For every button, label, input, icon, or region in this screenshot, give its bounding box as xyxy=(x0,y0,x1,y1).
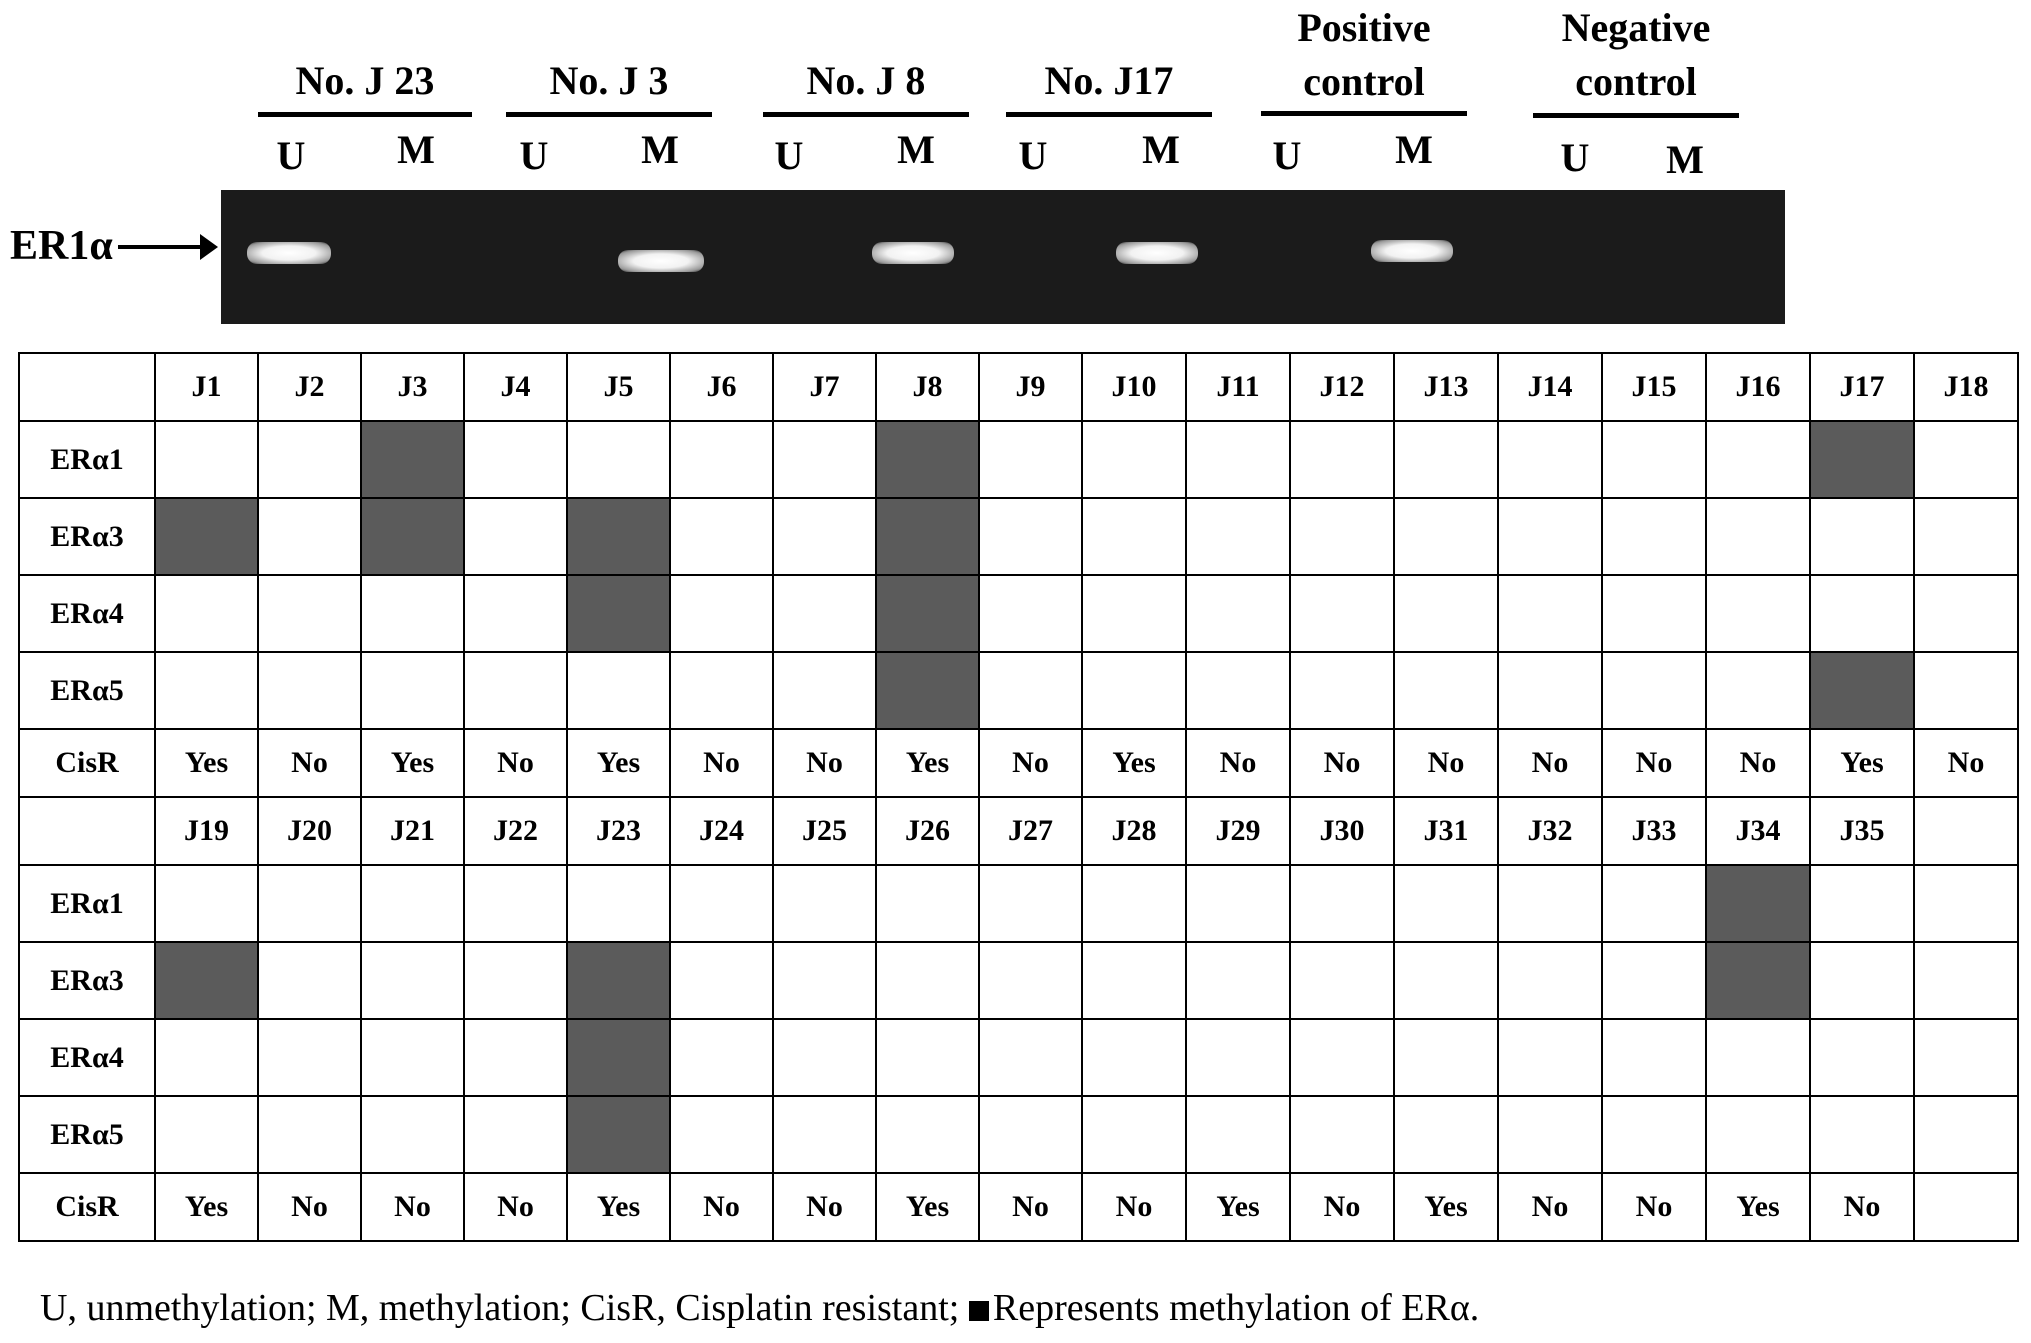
unmethylated-cell xyxy=(1706,652,1810,729)
unmethylated-cell xyxy=(464,575,567,652)
unmethylated-cell xyxy=(876,1096,979,1173)
cisr-value: No xyxy=(258,1173,361,1241)
gel-group-label: Positive control xyxy=(1297,5,1431,104)
lane-label: M xyxy=(897,127,935,172)
cisr-value: Yes xyxy=(361,729,464,797)
unmethylated-cell xyxy=(1186,865,1290,942)
lane-label: M xyxy=(641,127,679,172)
unmethylated-cell xyxy=(1394,942,1498,1019)
cisr-value: Yes xyxy=(567,729,670,797)
gene-label: ERα3 xyxy=(19,942,155,1019)
methylation-table-wrap xyxy=(18,352,2019,1242)
sample-header-cell: J14 xyxy=(1498,353,1602,421)
sample-header-cell: J24 xyxy=(670,797,773,865)
gel-band xyxy=(1371,240,1453,262)
unmethylated-cell xyxy=(155,421,258,498)
unmethylated-cell xyxy=(258,1019,361,1096)
gel-band xyxy=(1116,242,1198,264)
cisr-value: Yes xyxy=(1706,1173,1810,1241)
cisr-value: No xyxy=(1082,1173,1186,1241)
cisr-value xyxy=(1914,1173,2018,1241)
unmethylated-cell xyxy=(464,865,567,942)
cisr-value: No xyxy=(1290,1173,1394,1241)
sample-header-cell: J27 xyxy=(979,797,1082,865)
unmethylated-cell xyxy=(876,865,979,942)
cisr-label: CisR xyxy=(19,1173,155,1241)
sample-header-cell: J13 xyxy=(1394,353,1498,421)
lane-label: M xyxy=(397,127,435,172)
sample-header-row xyxy=(19,797,2018,865)
cisr-value: No xyxy=(1602,729,1706,797)
lane-label: U xyxy=(519,133,549,178)
unmethylated-cell xyxy=(258,575,361,652)
gel-group-label: No. J 3 xyxy=(549,58,669,103)
cisr-value: No xyxy=(1498,1173,1602,1241)
lane-label: M xyxy=(1142,127,1180,172)
unmethylated-cell xyxy=(1602,421,1706,498)
unmethylated-cell xyxy=(979,865,1082,942)
gel-group-j17 xyxy=(1006,54,1212,108)
cisr-value: Yes xyxy=(1186,1173,1290,1241)
unmethylated-cell xyxy=(1914,1019,2018,1096)
unmethylated-cell xyxy=(1498,575,1602,652)
marker-label: ER1α xyxy=(10,223,113,269)
sample-header-row xyxy=(19,353,2018,421)
gel-group-label: Negative control xyxy=(1561,5,1711,104)
unmethylated-cell xyxy=(361,1096,464,1173)
gene-row xyxy=(19,421,2018,498)
gel-band xyxy=(618,250,704,272)
unmethylated-cell xyxy=(1186,498,1290,575)
unmethylated-cell xyxy=(773,1096,876,1173)
sample-header-cell: J35 xyxy=(1810,797,1914,865)
gene-label: ERα5 xyxy=(19,652,155,729)
sample-header-cell: J21 xyxy=(361,797,464,865)
gel-group-label: No. J17 xyxy=(1044,58,1174,103)
legend-square-icon xyxy=(969,1301,989,1321)
methylated-cell xyxy=(567,498,670,575)
unmethylated-cell xyxy=(464,421,567,498)
unmethylated-cell xyxy=(361,942,464,1019)
cisr-value: No xyxy=(1290,729,1394,797)
gene-row xyxy=(19,1019,2018,1096)
sample-header-cell: J4 xyxy=(464,353,567,421)
unmethylated-cell xyxy=(1810,865,1914,942)
cisr-value: No xyxy=(464,1173,567,1241)
gene-label: ERα4 xyxy=(19,575,155,652)
cisr-value: No xyxy=(1498,729,1602,797)
gene-label: ERα1 xyxy=(19,421,155,498)
unmethylated-cell xyxy=(1498,498,1602,575)
unmethylated-cell xyxy=(1082,498,1186,575)
unmethylated-cell xyxy=(155,652,258,729)
unmethylated-cell xyxy=(464,942,567,1019)
sample-header-cell: J7 xyxy=(773,353,876,421)
unmethylated-cell xyxy=(567,865,670,942)
cisr-value: No xyxy=(1810,1173,1914,1241)
unmethylated-cell xyxy=(1810,1019,1914,1096)
sample-header-cell: J28 xyxy=(1082,797,1186,865)
unmethylated-cell xyxy=(670,942,773,1019)
unmethylated-cell xyxy=(1498,1019,1602,1096)
gene-row xyxy=(19,865,2018,942)
sample-header-cell: J26 xyxy=(876,797,979,865)
unmethylated-cell xyxy=(1602,865,1706,942)
unmethylated-cell xyxy=(979,1019,1082,1096)
gel-image xyxy=(221,190,1785,324)
sample-header-cell: J15 xyxy=(1602,353,1706,421)
unmethylated-cell xyxy=(361,652,464,729)
sample-header-cell: J20 xyxy=(258,797,361,865)
unmethylated-cell xyxy=(1810,1096,1914,1173)
sample-header-cell: J30 xyxy=(1290,797,1394,865)
corner-cell xyxy=(19,353,155,421)
methylated-cell xyxy=(1706,865,1810,942)
cisr-value: Yes xyxy=(876,1173,979,1241)
unmethylated-cell xyxy=(1914,575,2018,652)
sample-header-cell: J1 xyxy=(155,353,258,421)
unmethylated-cell xyxy=(1290,421,1394,498)
unmethylated-cell xyxy=(670,498,773,575)
unmethylated-cell xyxy=(258,942,361,1019)
unmethylated-cell xyxy=(1914,1096,2018,1173)
unmethylated-cell xyxy=(670,865,773,942)
sample-header-cell: J5 xyxy=(567,353,670,421)
unmethylated-cell xyxy=(1498,421,1602,498)
unmethylated-cell xyxy=(1602,652,1706,729)
unmethylated-cell xyxy=(1602,575,1706,652)
unmethylated-cell xyxy=(1498,652,1602,729)
unmethylated-cell xyxy=(361,865,464,942)
cisr-value: No xyxy=(979,729,1082,797)
unmethylated-cell xyxy=(258,1096,361,1173)
unmethylated-cell xyxy=(258,865,361,942)
methylated-cell xyxy=(155,942,258,1019)
sample-header-cell: J17 xyxy=(1810,353,1914,421)
unmethylated-cell xyxy=(773,575,876,652)
cisr-value: No xyxy=(361,1173,464,1241)
unmethylated-cell xyxy=(1706,498,1810,575)
methylated-cell xyxy=(155,498,258,575)
cisr-value: No xyxy=(979,1173,1082,1241)
gene-label: ERα5 xyxy=(19,1096,155,1173)
unmethylated-cell xyxy=(1082,865,1186,942)
cisr-value: Yes xyxy=(876,729,979,797)
unmethylated-cell xyxy=(670,1019,773,1096)
gel-group-j3 xyxy=(506,54,712,108)
sample-header-cell: J11 xyxy=(1186,353,1290,421)
sample-header-cell: J29 xyxy=(1186,797,1290,865)
sample-header-cell: J3 xyxy=(361,353,464,421)
unmethylated-cell xyxy=(876,1019,979,1096)
unmethylated-cell xyxy=(670,421,773,498)
unmethylated-cell xyxy=(773,942,876,1019)
unmethylated-cell xyxy=(979,652,1082,729)
unmethylated-cell xyxy=(361,1019,464,1096)
unmethylated-cell xyxy=(258,652,361,729)
sample-header-cell: J19 xyxy=(155,797,258,865)
gel-group-label: No. J 8 xyxy=(806,58,926,103)
methylated-cell xyxy=(567,1096,670,1173)
unmethylated-cell xyxy=(1290,498,1394,575)
unmethylated-cell xyxy=(258,421,361,498)
unmethylated-cell xyxy=(1186,942,1290,1019)
gel-group-negative-control xyxy=(1533,1,1739,109)
gel-group-label: No. J 23 xyxy=(295,58,435,103)
unmethylated-cell xyxy=(1186,575,1290,652)
methylated-cell xyxy=(361,421,464,498)
cisr-value: No xyxy=(773,1173,876,1241)
cisr-value: No xyxy=(1394,729,1498,797)
unmethylated-cell xyxy=(567,652,670,729)
unmethylated-cell xyxy=(1394,1096,1498,1173)
gene-row xyxy=(19,498,2018,575)
gene-row xyxy=(19,1096,2018,1173)
unmethylated-cell xyxy=(361,575,464,652)
unmethylated-cell xyxy=(670,575,773,652)
cisr-value: Yes xyxy=(155,729,258,797)
unmethylated-cell xyxy=(1914,421,2018,498)
unmethylated-cell xyxy=(1914,652,2018,729)
unmethylated-cell xyxy=(1602,1019,1706,1096)
unmethylated-cell xyxy=(773,652,876,729)
unmethylated-cell xyxy=(1394,421,1498,498)
gel-group-positive-control xyxy=(1261,1,1467,109)
lane-label: U xyxy=(1560,135,1590,180)
unmethylated-cell xyxy=(1290,865,1394,942)
unmethylated-cell xyxy=(1394,1019,1498,1096)
sample-header-cell: J8 xyxy=(876,353,979,421)
unmethylated-cell xyxy=(155,575,258,652)
gel-band xyxy=(872,242,954,264)
unmethylated-cell xyxy=(1706,421,1810,498)
methylated-cell xyxy=(361,498,464,575)
unmethylated-cell xyxy=(1602,1096,1706,1173)
unmethylated-cell xyxy=(1082,1019,1186,1096)
sample-header-cell: J6 xyxy=(670,353,773,421)
unmethylated-cell xyxy=(1914,498,2018,575)
unmethylated-cell xyxy=(1082,421,1186,498)
unmethylated-cell xyxy=(464,498,567,575)
sample-header-cell: J31 xyxy=(1394,797,1498,865)
unmethylated-cell xyxy=(979,575,1082,652)
sample-header-cell: J2 xyxy=(258,353,361,421)
unmethylated-cell xyxy=(1186,1019,1290,1096)
unmethylated-cell xyxy=(1602,942,1706,1019)
sample-header-cell: J12 xyxy=(1290,353,1394,421)
unmethylated-cell xyxy=(1498,942,1602,1019)
methylated-cell xyxy=(1706,942,1810,1019)
cisr-value: Yes xyxy=(1082,729,1186,797)
unmethylated-cell xyxy=(773,421,876,498)
lane-label: M xyxy=(1395,127,1433,172)
cisr-value: No xyxy=(1186,729,1290,797)
unmethylated-cell xyxy=(1082,942,1186,1019)
footnote xyxy=(40,1286,1479,1330)
unmethylated-cell xyxy=(258,498,361,575)
gene-row xyxy=(19,575,2018,652)
lane-label: U xyxy=(1272,133,1302,178)
unmethylated-cell xyxy=(773,1019,876,1096)
sample-header-cell: J34 xyxy=(1706,797,1810,865)
unmethylated-cell xyxy=(1186,421,1290,498)
unmethylated-cell xyxy=(670,652,773,729)
unmethylated-cell xyxy=(876,942,979,1019)
gel-group-j8 xyxy=(763,54,969,108)
unmethylated-cell xyxy=(979,1096,1082,1173)
unmethylated-cell xyxy=(1706,1096,1810,1173)
unmethylated-cell xyxy=(1810,575,1914,652)
methylated-cell xyxy=(876,421,979,498)
unmethylated-cell xyxy=(155,865,258,942)
sample-header-cell: J10 xyxy=(1082,353,1186,421)
unmethylated-cell xyxy=(1290,942,1394,1019)
sample-header-cell: J23 xyxy=(567,797,670,865)
gene-label: ERα3 xyxy=(19,498,155,575)
unmethylated-cell xyxy=(1186,1096,1290,1173)
cisr-row xyxy=(19,729,2018,797)
sample-header-cell xyxy=(1914,797,2018,865)
unmethylated-cell xyxy=(1914,942,2018,1019)
unmethylated-cell xyxy=(1394,865,1498,942)
unmethylated-cell xyxy=(464,652,567,729)
cisr-label: CisR xyxy=(19,729,155,797)
unmethylated-cell xyxy=(1082,652,1186,729)
methylation-table xyxy=(18,352,2019,1242)
unmethylated-cell xyxy=(1394,498,1498,575)
methylated-cell xyxy=(1810,421,1914,498)
sample-header-cell: J32 xyxy=(1498,797,1602,865)
unmethylated-cell xyxy=(979,498,1082,575)
cisr-value: No xyxy=(1706,729,1810,797)
unmethylated-cell xyxy=(1810,498,1914,575)
lane-label: U xyxy=(774,133,804,178)
methylated-cell xyxy=(567,942,670,1019)
cisr-row xyxy=(19,1173,2018,1241)
cisr-value: Yes xyxy=(155,1173,258,1241)
cisr-value: No xyxy=(773,729,876,797)
unmethylated-cell xyxy=(464,1096,567,1173)
gel-group-j23 xyxy=(258,54,472,108)
cisr-value: No xyxy=(1914,729,2018,797)
methylated-cell xyxy=(567,1019,670,1096)
cisr-value: Yes xyxy=(567,1173,670,1241)
footnote-text: U, unmethylation; M, methylation; CisR, Cisplatin resistant; xyxy=(40,1287,969,1329)
cisr-value: No xyxy=(670,729,773,797)
lane-label: M xyxy=(1666,137,1704,182)
unmethylated-cell xyxy=(567,421,670,498)
methylated-cell xyxy=(876,652,979,729)
cisr-value: Yes xyxy=(1394,1173,1498,1241)
unmethylated-cell xyxy=(1706,1019,1810,1096)
unmethylated-cell xyxy=(155,1019,258,1096)
footnote-legend-text: Represents methylation of ERα. xyxy=(992,1287,1480,1329)
unmethylated-cell xyxy=(1706,575,1810,652)
unmethylated-cell xyxy=(464,1019,567,1096)
sample-header-cell: J16 xyxy=(1706,353,1810,421)
unmethylated-cell xyxy=(1498,1096,1602,1173)
gene-label: ERα4 xyxy=(19,1019,155,1096)
unmethylated-cell xyxy=(1290,1096,1394,1173)
sample-header-cell: J33 xyxy=(1602,797,1706,865)
unmethylated-cell xyxy=(979,421,1082,498)
unmethylated-cell xyxy=(670,1096,773,1173)
unmethylated-cell xyxy=(1810,942,1914,1019)
arrow-right-icon xyxy=(118,245,204,249)
methylated-cell xyxy=(876,498,979,575)
cisr-value: No xyxy=(670,1173,773,1241)
cisr-value: No xyxy=(464,729,567,797)
sample-header-cell: J25 xyxy=(773,797,876,865)
methylated-cell xyxy=(567,575,670,652)
methylated-cell xyxy=(876,575,979,652)
unmethylated-cell xyxy=(1602,498,1706,575)
methylated-cell xyxy=(1810,652,1914,729)
unmethylated-cell xyxy=(1914,865,2018,942)
unmethylated-cell xyxy=(1290,575,1394,652)
unmethylated-cell xyxy=(1186,652,1290,729)
unmethylated-cell xyxy=(1498,865,1602,942)
unmethylated-cell xyxy=(155,1096,258,1173)
unmethylated-cell xyxy=(773,865,876,942)
unmethylated-cell xyxy=(1082,1096,1186,1173)
sample-header-cell: J18 xyxy=(1914,353,2018,421)
corner-cell xyxy=(19,797,155,865)
unmethylated-cell xyxy=(979,942,1082,1019)
cisr-value: No xyxy=(1602,1173,1706,1241)
gene-label: ERα1 xyxy=(19,865,155,942)
unmethylated-cell xyxy=(1394,575,1498,652)
cisr-value: Yes xyxy=(1810,729,1914,797)
unmethylated-cell xyxy=(773,498,876,575)
gel-band xyxy=(247,242,331,264)
unmethylated-cell xyxy=(1394,652,1498,729)
lane-label: U xyxy=(276,133,306,178)
unmethylated-cell xyxy=(1082,575,1186,652)
gene-row xyxy=(19,942,2018,1019)
gene-row xyxy=(19,652,2018,729)
sample-header-cell: J22 xyxy=(464,797,567,865)
sample-header-cell: J9 xyxy=(979,353,1082,421)
unmethylated-cell xyxy=(1290,652,1394,729)
unmethylated-cell xyxy=(1290,1019,1394,1096)
lane-label: U xyxy=(1018,133,1048,178)
cisr-value: No xyxy=(258,729,361,797)
